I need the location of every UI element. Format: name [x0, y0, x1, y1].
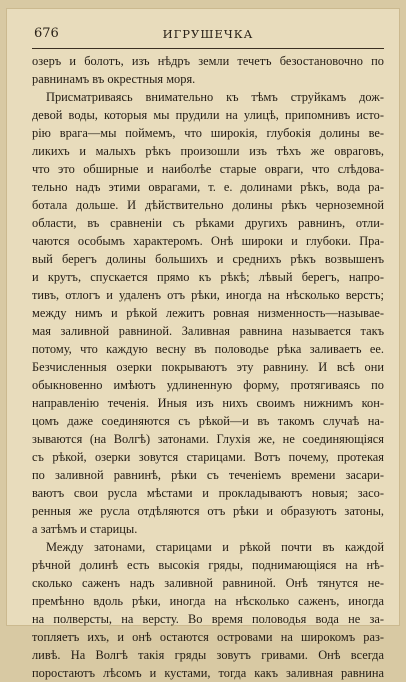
text-line: по заливной равнинѣ, рѣки съ теченіемъ времени засари- [32, 468, 384, 482]
text-line: мая заливной равниной. Заливная равнина называется такъ [32, 324, 384, 338]
text-line: зываются (на Волгѣ) затонами. Глухія же, не соединяющіяся [32, 432, 384, 446]
text-line: направленію теченія. Иныя изъ нихъ своимъ нижнимъ кон- [32, 396, 384, 410]
text-line: Безчисленныя озерки покрываютъ эту равнину. И всѣ они [32, 360, 384, 374]
text-line: цомъ даже соединяются съ рѣкой—и въ такомъ случаѣ на- [32, 414, 384, 428]
text-line: ренныя же русла отдѣляются отъ рѣки и образуютъ затоны, [32, 504, 384, 518]
text-line: ваютъ свои русла мѣстами и прокладываютъ новыя; засо- [32, 486, 384, 500]
text-line: тельно надъ этими оврагами, т. е. долинами рѣкъ, вода ра- [32, 180, 384, 194]
text-line: озеръ и болотъ, изъ нѣдръ земли течетъ безостановочно по [32, 54, 384, 68]
text-line: топляетъ ихъ, и онѣ остаются островами на широкомъ раз- [32, 630, 384, 644]
text-line: рію врага—мы поймемъ, что широкія, глубокія долины ве- [32, 126, 384, 140]
body-text [32, 52, 384, 682]
text-line: вый берегъ долины большихъ и среднихъ рѣкъ возвышенъ [32, 252, 384, 266]
text-line: равнинамъ въ окрестныя моря. [32, 72, 196, 86]
text-line: тивъ, отлогъ и удаленъ отъ рѣки, иногда на нѣсколько верстъ; [32, 288, 384, 302]
text-line: на полверсты, на версту. Во время половодья вода не за- [32, 612, 384, 626]
text-line: девой воды, которыя мы прудили на улицѣ, припомнивъ исто- [32, 108, 384, 122]
page-header [34, 24, 382, 46]
text-line: обыкновенно имѣютъ удлиненную форму, протягиваясь по [32, 378, 384, 392]
text-line: ботала дольше. И дѣйствительно долины рѣкъ черноземной [32, 198, 384, 212]
text-line: ликихъ и малыхъ рѣкъ произошли изъ тѣхъ же овраговъ, [32, 144, 384, 158]
text-line: а затѣмъ и старицы. [32, 522, 138, 536]
book-page [6, 8, 400, 680]
text-line: что это обширные и наиболѣе старые овраги, что слѣдова- [32, 162, 384, 176]
text-line: области, въ сравненіи съ рѣками другихъ равнинъ, отли- [32, 216, 384, 230]
text-line: Между затонами, старицами и рѣкой почти въ каждой [46, 540, 384, 554]
text-line: сколько саженъ надъ заливной равниной. Онѣ тянутся не- [32, 576, 384, 590]
text-line: поростаютъ лѣсомъ и кустами, тогда какъ заливная равнина [32, 666, 384, 680]
text-line: Присматриваясь внимательно къ тѣмъ струйкамъ дож- [46, 90, 384, 104]
text-line: потому, что каждую весну въ половодье рѣка заливаетъ ее. [32, 342, 384, 356]
text-line: премѣнно вдоль рѣки, иногда на нѣсколько саженъ, иногда [32, 594, 384, 608]
text-line: между нимъ и рѣкой лежитъ ровная низменность—называе- [32, 306, 384, 320]
text-line: чаются особымъ характеромъ. Онѣ широки и глубоки. Пра- [32, 234, 384, 248]
running-title: ИГРУШЕЧКА [162, 27, 254, 41]
text-line: рѣчной долинѣ есть высокія гряды, поднимающіяся на нѣ- [32, 558, 384, 572]
text-line: съ рѣкой, озерки зовутся старицами. Вотъ почему, протекая [32, 450, 384, 464]
text-line: и крутъ, спускается прямо къ рѣкѣ; лѣвый берегъ, напро- [32, 270, 384, 284]
text-line: ливѣ. На Волгѣ такія гряды зовутъ гривами. Онѣ всегда [32, 648, 384, 662]
page-number: 676 [34, 26, 59, 41]
header-rule [32, 48, 384, 49]
